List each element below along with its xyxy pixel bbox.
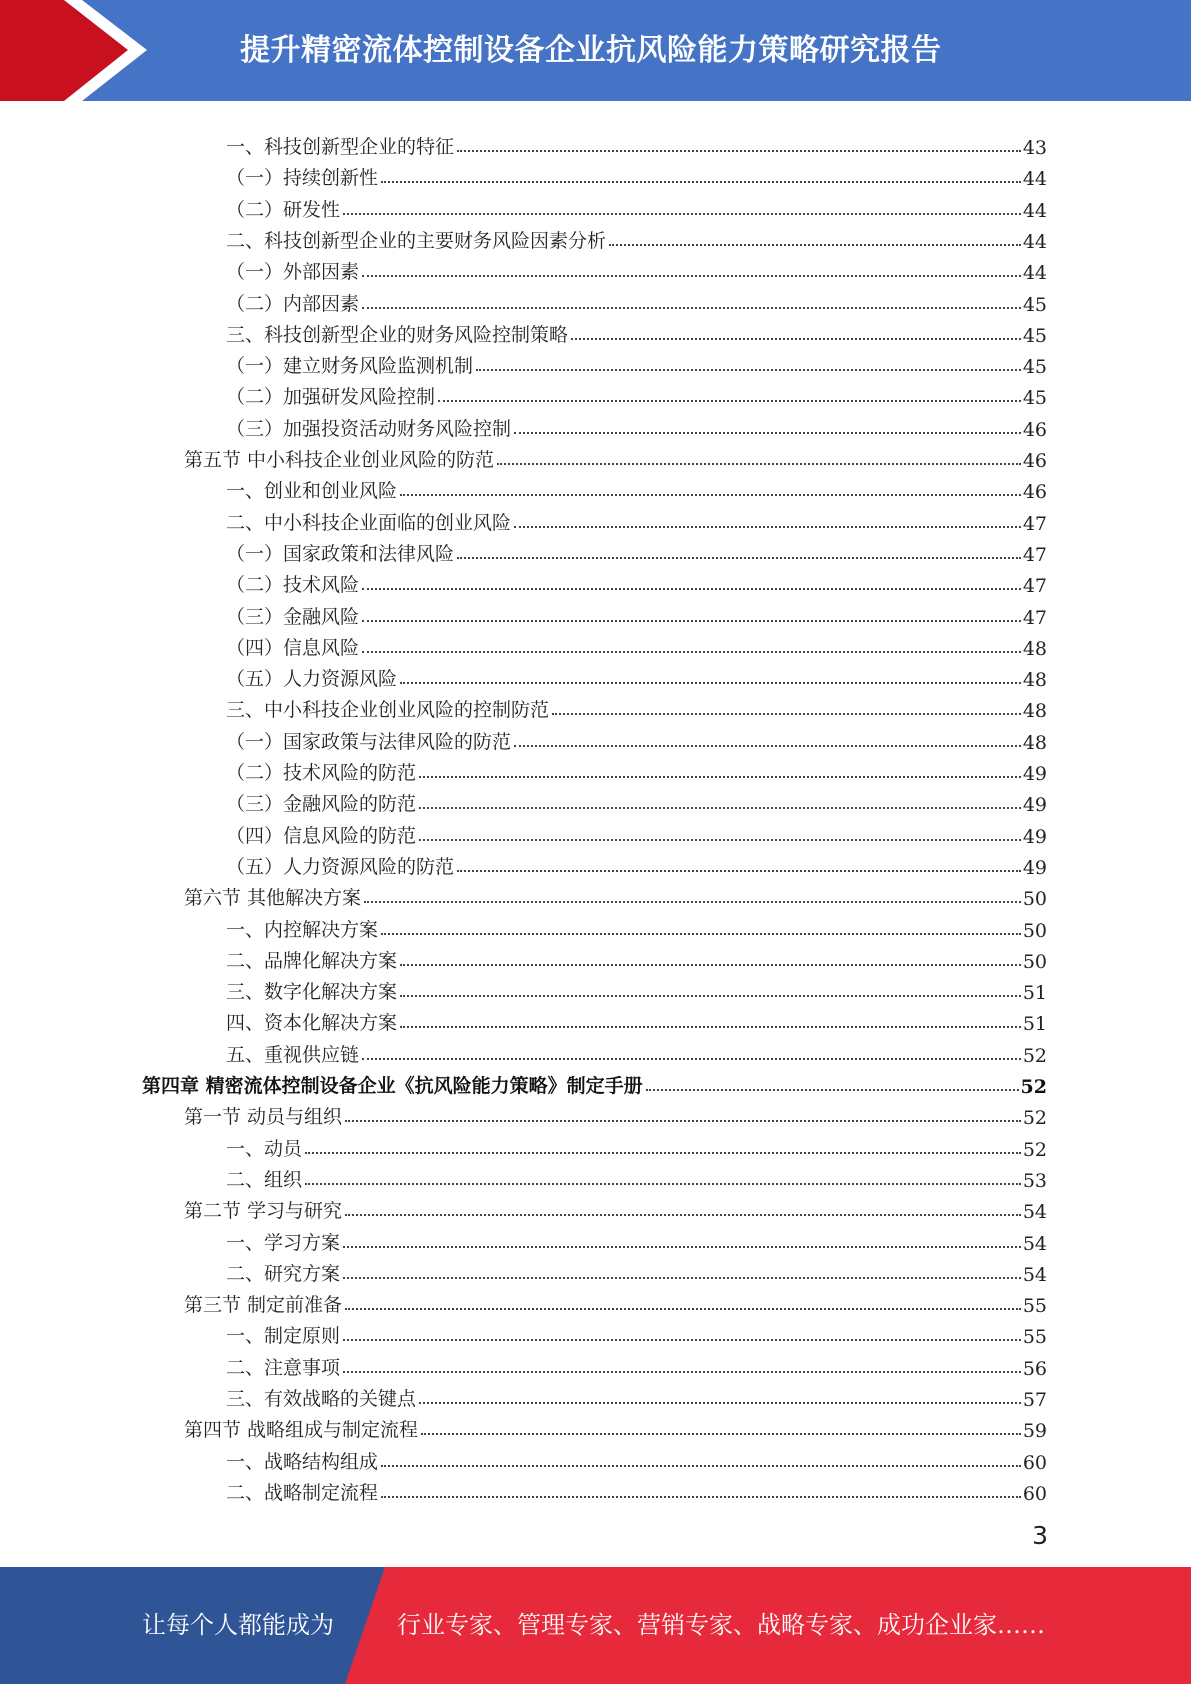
- toc-entry-page: 53: [1022, 1169, 1047, 1192]
- dot-leader: [609, 244, 1021, 246]
- toc-entry[interactable]: [0, 504, 1047, 535]
- toc-entry-title: 二、中小科技企业面临的创业风险: [226, 511, 512, 534]
- dot-leader: [343, 1277, 1021, 1279]
- dot-leader: [646, 1089, 1019, 1091]
- dot-leader: [400, 1026, 1021, 1028]
- toc-entry-page: 54: [1022, 1232, 1047, 1255]
- toc-entry-title: （一）外部因素: [226, 261, 360, 284]
- toc-entry[interactable]: [0, 660, 1047, 691]
- toc-entry[interactable]: [0, 1192, 1047, 1223]
- dot-leader: [343, 1246, 1021, 1248]
- toc-entry[interactable]: [0, 1349, 1047, 1380]
- dot-leader: [362, 588, 1021, 590]
- toc-entry-title: 一、制定原则: [226, 1325, 341, 1348]
- toc-entry-page: 43: [1022, 137, 1047, 159]
- dot-leader: [497, 463, 1021, 465]
- toc-entry[interactable]: [0, 1443, 1047, 1474]
- toc-entry-title: 一、内控解决方案: [226, 918, 379, 941]
- dot-leader: [419, 839, 1021, 841]
- dot-leader: [419, 776, 1021, 778]
- toc-entry-title: （三）加强投资活动财务风险控制: [226, 417, 512, 440]
- toc-entry-page: 52: [1022, 1107, 1047, 1130]
- toc-entry[interactable]: [0, 1317, 1047, 1348]
- toc-entry[interactable]: [0, 785, 1047, 816]
- page-number: 3: [1032, 1521, 1048, 1550]
- dot-leader: [457, 870, 1021, 872]
- toc-entry[interactable]: [0, 1380, 1047, 1411]
- dot-leader: [400, 964, 1021, 966]
- toc-entry-title: 三、数字化解决方案: [226, 981, 398, 1004]
- toc-entry-page: 46: [1022, 450, 1047, 472]
- dot-leader: [438, 400, 1021, 402]
- toc-entry[interactable]: [0, 1286, 1047, 1317]
- dot-leader: [400, 995, 1021, 997]
- toc-entry-page: 48: [1022, 637, 1047, 660]
- toc-entry-title: （三）金融风险的防范: [226, 793, 417, 816]
- toc-entry[interactable]: [0, 441, 1047, 472]
- toc-entry-title: 一、科技创新型企业的特征: [226, 136, 455, 158]
- toc-entry-title: 第二节 学习与研究: [184, 1200, 343, 1223]
- toc-entry-title: （二）内部因素: [226, 292, 360, 315]
- toc-entry-page: 47: [1022, 543, 1047, 566]
- toc-entry-title: （五）人力资源风险的防范: [226, 855, 455, 878]
- toc-entry[interactable]: [0, 1004, 1047, 1035]
- toc-entry-page: 50: [1022, 950, 1047, 973]
- toc-entry[interactable]: [0, 598, 1047, 629]
- dot-leader: [514, 526, 1021, 528]
- toc-entry[interactable]: [0, 911, 1047, 942]
- dot-leader: [381, 1496, 1021, 1498]
- report-title: 提升精密流体控制设备企业抗风险能力策略研究报告: [240, 33, 942, 68]
- toc-entry-title: 三、中小科技企业创业风险的控制防范: [226, 699, 550, 722]
- dot-leader: [552, 713, 1021, 715]
- toc-entry-title: （二）技术风险: [226, 574, 360, 597]
- toc-entry-title: （四）信息风险的防范: [226, 824, 417, 847]
- dot-leader: [362, 651, 1021, 653]
- toc-entry-page: 50: [1022, 888, 1047, 911]
- toc-entry-page: 47: [1022, 575, 1047, 598]
- toc-entry-title: 一、创业和创业风险: [226, 480, 398, 503]
- toc-entry-page: 49: [1022, 825, 1047, 848]
- toc-entry-title: （二）技术风险的防范: [226, 762, 417, 784]
- dot-leader: [362, 620, 1021, 622]
- toc-entry-page: 45: [1022, 293, 1047, 316]
- toc-entry-page: 47: [1022, 512, 1047, 535]
- toc-entry-title: （一）持续创新性: [226, 167, 379, 190]
- toc-entry-title: 二、组织: [226, 1168, 303, 1191]
- dot-leader: [476, 369, 1021, 371]
- toc-entry-page: 46: [1022, 418, 1047, 441]
- toc-entry[interactable]: [0, 1224, 1047, 1255]
- dot-leader: [514, 432, 1021, 434]
- toc-entry-title: 三、有效战略的关键点: [226, 1388, 417, 1410]
- dot-leader: [362, 307, 1021, 309]
- toc-entry-title: 一、学习方案: [226, 1231, 341, 1254]
- toc-entry-title: （一）国家政策和法律风险: [226, 542, 455, 565]
- toc-entry-title: 二、研究方案: [226, 1262, 341, 1285]
- dot-leader: [381, 933, 1021, 935]
- dot-leader: [364, 901, 1021, 903]
- toc-entry-page: 49: [1022, 794, 1047, 817]
- toc-entry-page: 55: [1022, 1326, 1047, 1349]
- toc-entry-page: 52: [1022, 1138, 1047, 1161]
- dot-leader: [305, 1152, 1021, 1154]
- dot-leader: [514, 745, 1021, 747]
- toc-entry[interactable]: [0, 472, 1047, 503]
- footer-slogan-right: 行业专家、管理专家、营销专家、战略专家、成功企业家……: [397, 1611, 1045, 1639]
- toc-entry[interactable]: [0, 191, 1047, 222]
- toc-entry-page: 60: [1022, 1451, 1047, 1474]
- dot-leader: [419, 807, 1021, 809]
- toc-entry[interactable]: [0, 629, 1047, 660]
- toc-entry-title: 第五节 中小科技企业创业风险的防范: [184, 449, 495, 471]
- toc-entry-page: 45: [1022, 387, 1047, 410]
- dot-leader: [400, 494, 1021, 496]
- toc-entry[interactable]: [0, 1474, 1047, 1505]
- toc-entry-title: （三）金融风险: [226, 605, 360, 628]
- toc-entry-page: 60: [1022, 1482, 1047, 1505]
- toc-entry[interactable]: [0, 222, 1047, 253]
- toc-entry[interactable]: [0, 316, 1047, 347]
- toc-entry-page: 46: [1022, 481, 1047, 504]
- toc-entry[interactable]: [0, 817, 1047, 848]
- toc-entry-page: 51: [1022, 982, 1047, 1005]
- toc-entry-title: 第六节 其他解决方案: [184, 887, 362, 910]
- toc-entry-page: 44: [1022, 199, 1047, 222]
- toc-entry-title: （四）信息风险: [226, 636, 360, 659]
- toc-entry[interactable]: [0, 1161, 1047, 1192]
- toc-entry-title: （五）人力资源风险: [226, 668, 398, 691]
- toc-entry[interactable]: [0, 1130, 1047, 1161]
- dot-leader: [457, 150, 1021, 152]
- toc-entry-title: 一、战略结构组成: [226, 1450, 379, 1473]
- toc-entry-page: 55: [1022, 1295, 1047, 1318]
- toc-entry[interactable]: [0, 347, 1047, 378]
- toc-entry-page: 57: [1022, 1389, 1047, 1411]
- dot-leader: [343, 1339, 1021, 1341]
- dot-leader: [419, 1402, 1021, 1404]
- toc-entry-page: 45: [1022, 324, 1047, 347]
- toc-entry[interactable]: [0, 754, 1047, 785]
- toc-entry-page: 50: [1022, 919, 1047, 942]
- dot-leader: [400, 682, 1021, 684]
- toc-entry[interactable]: [0, 566, 1047, 597]
- toc-entry-title: 一、动员: [226, 1137, 303, 1160]
- toc-entry[interactable]: [0, 691, 1047, 722]
- dot-leader: [362, 1058, 1021, 1060]
- toc-entry-page: 48: [1022, 669, 1047, 692]
- dot-leader: [571, 338, 1021, 340]
- toc-entry[interactable]: [0, 1067, 1047, 1098]
- toc-entry-page: 52: [1022, 1044, 1047, 1067]
- toc-entry-title: 二、注意事项: [226, 1356, 341, 1379]
- toc-entry-page: 47: [1022, 606, 1047, 629]
- toc-entry-page: 44: [1022, 230, 1047, 253]
- page-header: [0, 0, 1191, 111]
- toc-entry-page: 48: [1022, 731, 1047, 754]
- dot-leader: [381, 1465, 1021, 1467]
- toc-entry-page: 52: [1020, 1076, 1047, 1098]
- toc-entry[interactable]: [0, 1255, 1047, 1286]
- toc-entry-title: （二）研发性: [226, 198, 341, 221]
- toc-entry[interactable]: [0, 128, 1047, 159]
- toc-entry-title: 二、科技创新型企业的主要财务风险因素分析: [226, 229, 607, 252]
- page-footer: [0, 1567, 1191, 1684]
- toc-entry[interactable]: [0, 879, 1047, 910]
- toc-entry-title: 第三节 制定前准备: [184, 1294, 343, 1317]
- toc-entry-title: （一）建立财务风险监测机制: [226, 355, 474, 378]
- toc-entry-title: （一）国家政策与法律风险的防范: [226, 730, 512, 753]
- toc-entry-page: 45: [1022, 356, 1047, 379]
- toc-entry[interactable]: [0, 285, 1047, 316]
- toc-entry-page: 48: [1022, 700, 1047, 723]
- toc-entry-title: 第四节 战略组成与制定流程: [184, 1419, 419, 1442]
- dot-leader: [421, 1433, 1021, 1435]
- toc-entry[interactable]: [0, 1098, 1047, 1129]
- toc-entry[interactable]: [0, 535, 1047, 566]
- toc-entry-page: 59: [1022, 1420, 1047, 1443]
- toc-entry[interactable]: [0, 410, 1047, 441]
- dot-leader: [343, 213, 1021, 215]
- dot-leader: [345, 1214, 1021, 1216]
- toc-entry-page: 44: [1022, 262, 1047, 285]
- toc-entry-title: 第四章 精密流体控制设备企业《抗风险能力策略》制定手册: [142, 1075, 643, 1097]
- dot-leader: [381, 181, 1021, 183]
- toc-entry[interactable]: [0, 378, 1047, 409]
- toc-entry-title: 五、重视供应链: [226, 1043, 360, 1066]
- toc-entry[interactable]: [0, 159, 1047, 190]
- dot-leader: [345, 1120, 1021, 1122]
- toc-entry-page: 56: [1022, 1357, 1047, 1380]
- toc-entry-page: 54: [1022, 1263, 1047, 1286]
- dot-leader: [457, 557, 1021, 559]
- toc-entry-page: 51: [1022, 1013, 1047, 1036]
- dot-leader: [305, 1183, 1021, 1185]
- dot-leader: [362, 275, 1021, 277]
- toc-entry-title: （二）加强研发风险控制: [226, 386, 436, 409]
- toc-entry[interactable]: [0, 723, 1047, 754]
- dot-leader: [343, 1371, 1021, 1373]
- dot-leader: [345, 1308, 1021, 1310]
- toc-entry[interactable]: [0, 973, 1047, 1004]
- toc-entry-title: 四、资本化解决方案: [226, 1012, 398, 1035]
- toc-entry-title: 三、科技创新型企业的财务风险控制策略: [226, 323, 569, 346]
- toc-entry-page: 49: [1022, 856, 1047, 879]
- toc-entry-title: 二、战略制定流程: [226, 1481, 379, 1504]
- toc-entry-page: 44: [1022, 168, 1047, 191]
- toc-entry[interactable]: [0, 942, 1047, 973]
- footer-slogan-left: 让每个人都能成为: [142, 1611, 334, 1639]
- toc-entry[interactable]: [0, 848, 1047, 879]
- toc-entry-page: 54: [1022, 1201, 1047, 1224]
- toc-entry-title: 第一节 动员与组织: [184, 1106, 343, 1129]
- toc-entry-title: 二、品牌化解决方案: [226, 949, 398, 972]
- toc-entry[interactable]: [0, 1036, 1047, 1067]
- toc-entry-page: 49: [1022, 763, 1047, 785]
- toc-entry[interactable]: [0, 1411, 1047, 1442]
- toc-entry[interactable]: [0, 253, 1047, 284]
